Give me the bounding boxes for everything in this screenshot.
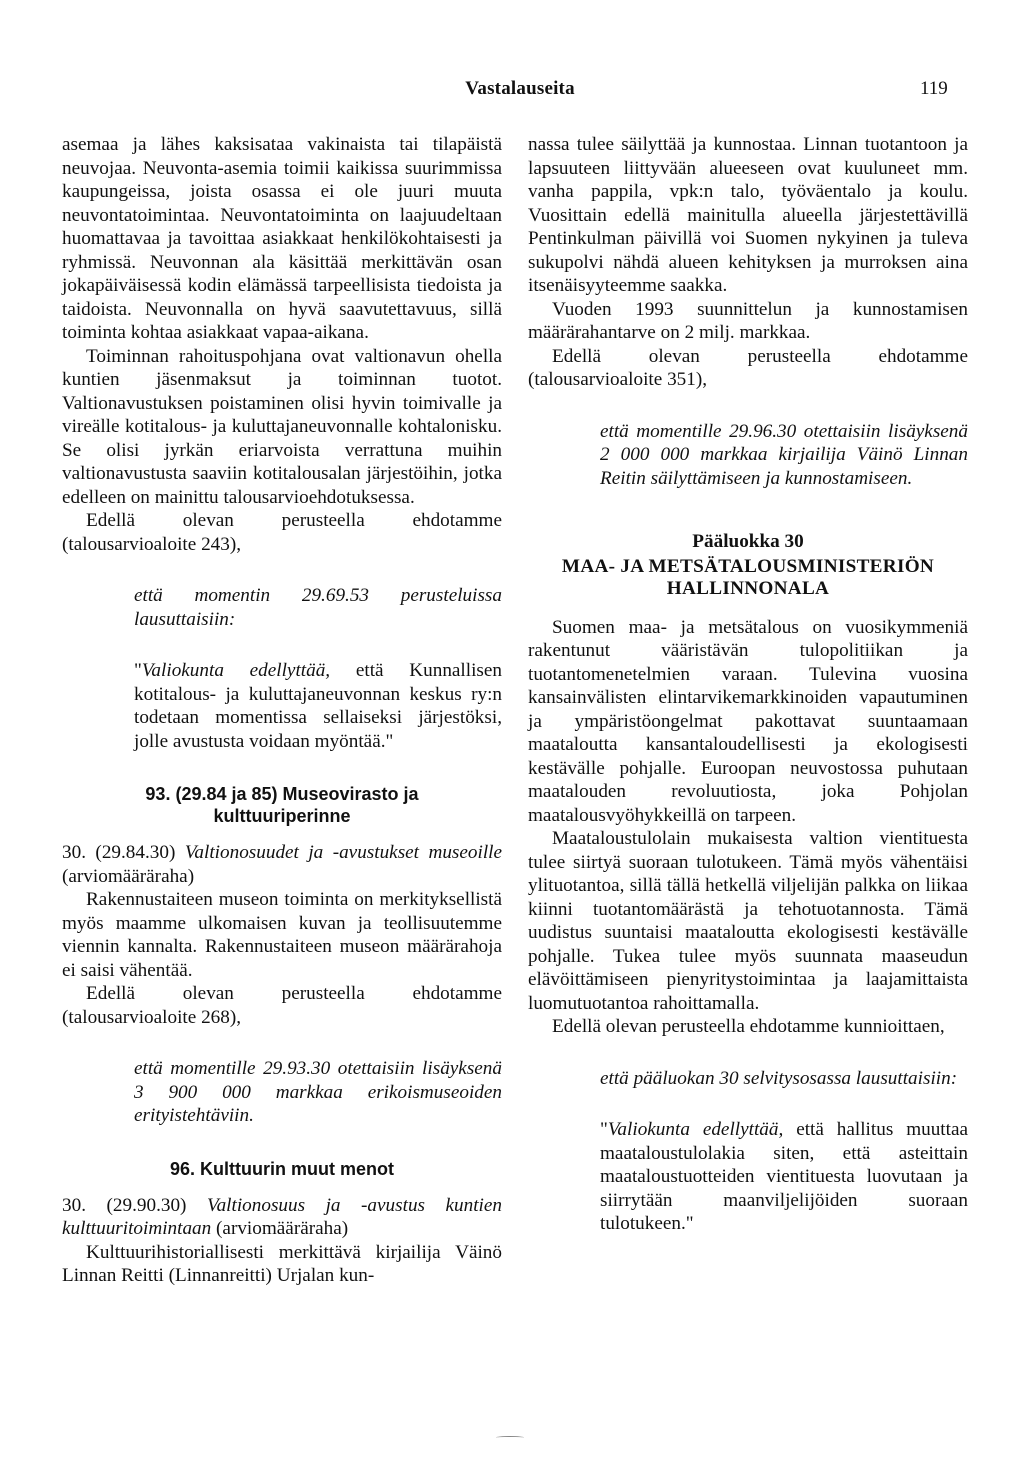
paragraph: Edellä olevan perusteella ehdotamme (talousarvioaloite 243), [62,510,502,555]
item-number: 30. (29.90.30) [62,1194,207,1216]
quote-italic: Valiokunta edellyttää, [607,1119,784,1140]
page-header [0,78,1024,108]
motion-text: että pääluokan 30 selvitysosassa lausuttaisiin: [600,1067,958,1089]
motion-text: että momentin 29.69.53 perusteluissa lausuttaisiin: [134,585,502,630]
footer-mark [496,1436,524,1439]
item-line [62,841,502,888]
main-class-label: Pääluokka 30 [692,531,804,552]
section-heading-96: 96. Kulttuurin muut menot [170,1158,394,1179]
paragraph: Maataloustulolain mukaisesta valtion vientituesta tulee siirtyä suoraan tulotukeen. Tämä myös vähentäisi ylituotantoa, sillä tällä hetkellä viljelijän palkka on liikaa kiinni tuotantomäärästä ja tehotuotannosta. Tämä uudistus suuntaisi maataloutta ekologisesti kestävälle pohjalle. Tukea tulee myös suunnata maaseudun elävöittämiseen pienyritystoimintaa ja laajamittaista luomutuotantoa rahoittamalla. [528,828,968,1014]
page-number: 119 [920,78,948,99]
paragraph: Edellä olevan perusteella ehdotamme (talousarvioaloite 268), [62,983,502,1028]
paragraph: Edellä olevan perusteella ehdotamme (talousarvioaloite 351), [528,345,968,390]
right-column [528,133,968,1260]
paragraph: asemaa ja lähes kaksisataa vakinaista tai tilapäistä neuvojaa. Neuvonta-asemia toimii kaikissa suurimmissa kaupungeissa, joista osassa ei ole juuri muuta neuvontatoimintaa. Neuvontatoiminta on laajuudeltaan huomattavaa ja tavoittaa asiakkaat henkilökohtaisesti ja ryhmissä. Neuvonnan ala käsittää merkittävän osan jokapäiväisessä kodin elämässä tarpeellisista tiedoista ja taidoista. Neuvonnalla on hyvä saavutettavuus, sillä toiminta kohtaa asiakkaat vapaa-aikana. [62,134,502,343]
quote-text [134,659,502,753]
main-class-title: MAA- JA METSÄTALOUSMINISTERIÖN HALLINNONALA [561,555,935,599]
item-number: 30. (29.84.30) [62,842,185,863]
item-title: Valtionosuus ja -avustus kuntien kulttuuritoimintaan [62,1194,503,1239]
motion-text: että momentille 29.96.30 otettaisiin lisäyksenä 2 000 000 markkaa kirjailija Väinö Linnan Reitin säilyttämiseen ja kunnostamiseen. [600,420,968,489]
quote-text [600,1118,968,1236]
paragraph: Rakennustaiteen museon toiminta on merkityksellistä myös maamme ulkomaisen kuvan ja teollisuutemme viennin kannalta. Rakennustaiteen museon määrärahoja ei saisi vähentää. [62,889,502,981]
paragraph: Vuoden 1993 suunnittelun ja kunnostamisen määrärahantarve on 2 milj. markkaa. [528,298,968,343]
item-suffix: (arviomääräraha) [62,865,195,887]
item-suffix: (arviomääräraha) [211,1218,349,1239]
running-title: Vastalauseita [465,78,575,99]
item-line [62,1194,502,1241]
paragraph: nassa tulee säilyttää ja kunnostaa. Linnan tuotantoon ja lapsuuteen liittyvään alueeseen ovat kuuluneet mm. vanha pappila, vpk:n talo, työväentalo ja koulu. Vuosittain edellä mainitulla alueella järjestettävillä Pentinkulman päivillä voi Suomen nykyinen ja tuleva sukupolvi nähdä alueen kehityksen ja murroksen aina itsenäisyyteemme saakka. [528,134,968,296]
motion-text: että momentille 29.93.30 otettaisiin lisäyksenä 3 900 000 markkaa erikoismuseoiden erityistehtäviin. [134,1058,502,1126]
paragraph: Edellä olevan perusteella ehdotamme kunnioittaen, [552,1016,945,1037]
quote-open: " [134,660,142,681]
left-column [62,133,502,1288]
section-heading-93: 93. (29.84 ja 85) Museovirasto ja kulttuuriperinne [145,784,419,826]
paragraph: Toiminnan rahoituspohjana ovat valtionavun ohella kuntien jäsenmaksut ja toiminnan tuotot. Valtionavustuksen poistaminen olisi hyvin toimivalle ja vireälle kotitalous- ja kuluttajaneuvonnalle kohtalonisku. Se olisi jyrkän eriarvoista verrattuna muihin valtionavustusta saaviin kotitalousalan järjestöihin, jotka edelleen on mainittu talousarvioehdotuksessa. [62,345,502,508]
paragraph: Kulttuurihistoriallisesti merkittävä kirjailija Väinö Linnan Reitti (Linnanreitti) Urjalan kun- [62,1241,502,1286]
quote-rest: että Kunnallisen kotitalous- ja kuluttajaneuvonnan keskus ry:n todetaan momentissa sellaiseksi järjestöksi, jolle avustusta voidaan myöntää." [134,660,502,752]
quote-rest: että hallitus muuttaa maataloustulolakia siten, että asteittain maataloustuotteiden vientituesta luovutaan ja siirrytään maanviljelijöiden suoraan tulotukeen." [600,1119,968,1234]
quote-italic: Valiokunta edellyttää, [141,660,331,681]
item-title: Valtionosuudet ja -avustukset museoille [184,842,503,863]
quote-open: " [600,1119,608,1140]
paragraph: Suomen maa- ja metsätalous on vuosikymmeniä rakentunut vääristävän tulopolitiikan ja tuotantomenetelmien varaan. Tulevina vuosina kansainvälisten elintarvikemarkkinoiden vapautuminen ja ympäristöongelmat pakottavat suuntaamaan maataloutta kansantaloudellisesti ja ekologisesti kestävälle pohjalle. Euroopan neuvostossa puhutaan maatalouden revoluutiosta, joka Pohjolan maatalousvyöhykkeillä on tarpeen. [528,616,968,826]
